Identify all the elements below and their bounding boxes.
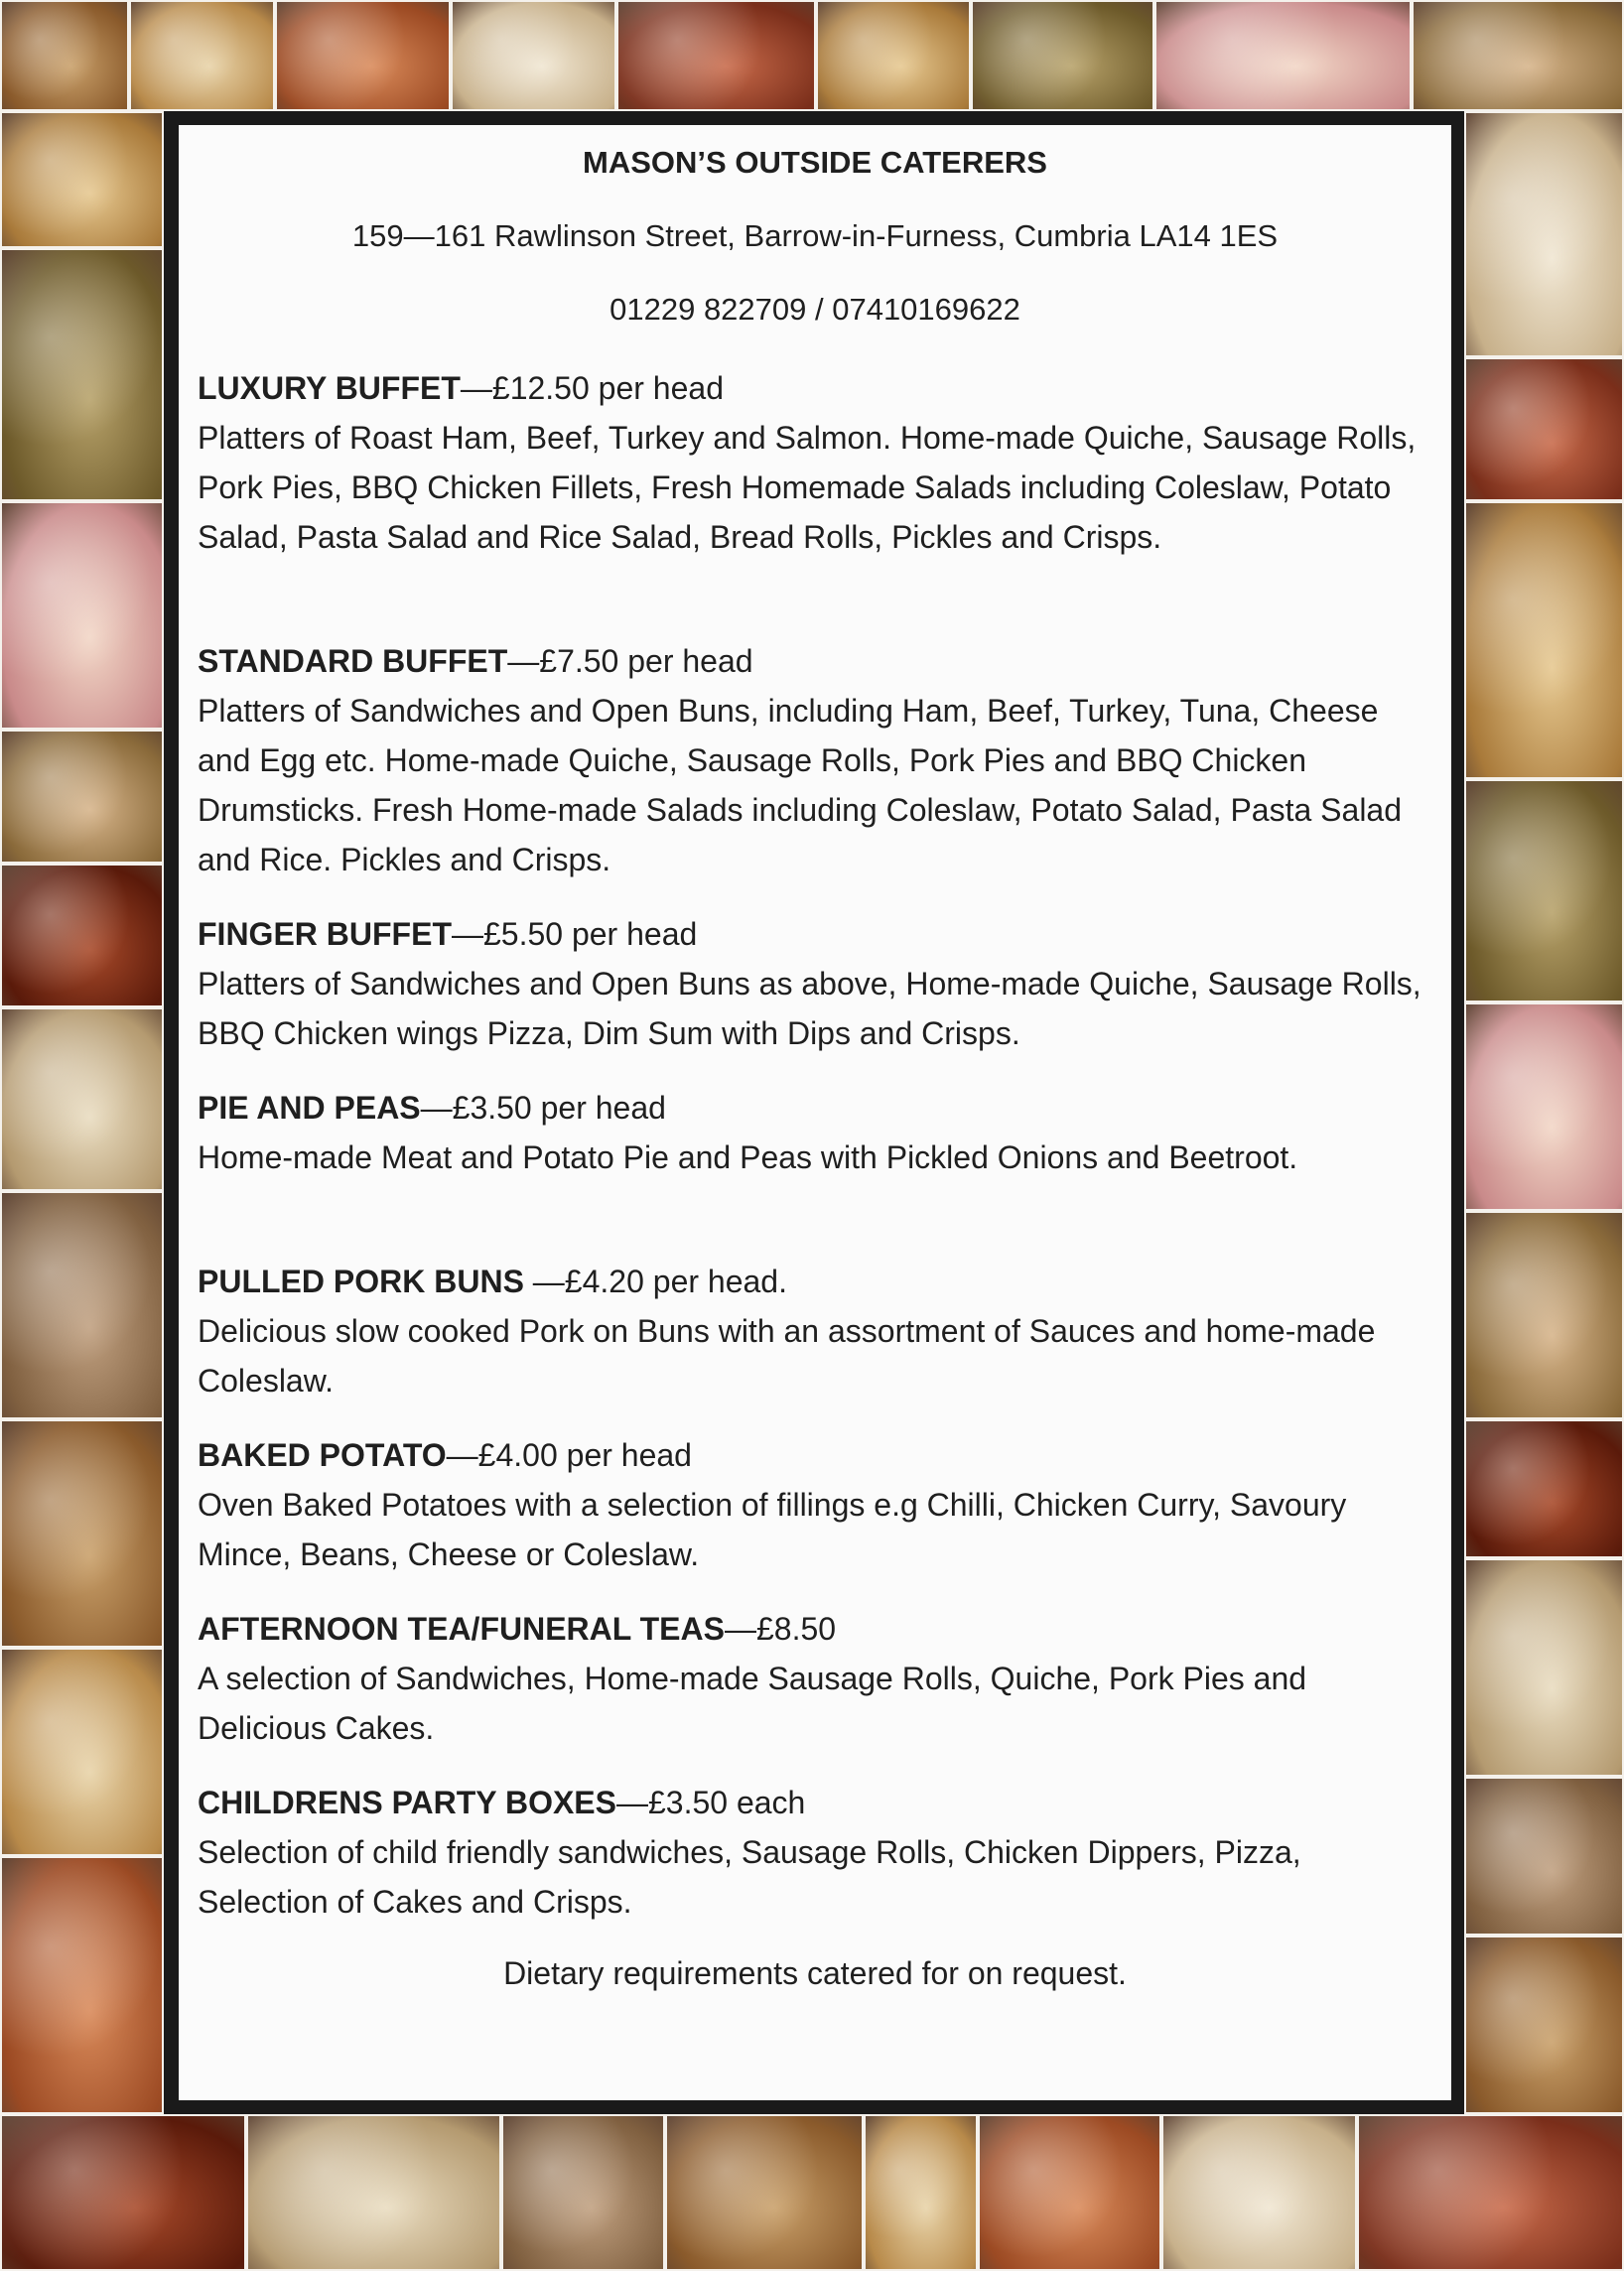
- menu-item-price: —£3.50 per head: [420, 1090, 666, 1126]
- menu-item-pulled-pork-buns: [198, 1257, 1438, 1405]
- menu-item-childrens-party-boxes: [198, 1778, 1438, 1927]
- food-photo-tile: [971, 0, 1154, 111]
- menu-item-price: —£8.50: [724, 1611, 837, 1647]
- menu-item-price: —£3.50 each: [615, 1785, 806, 1820]
- food-photo-tile: [616, 0, 816, 111]
- food-photo-tile: [0, 1419, 164, 1648]
- business-phone: 01229 822709 / 07410169622: [609, 292, 1020, 327]
- food-photo-tile: [0, 501, 164, 730]
- food-photo-tile: [978, 2114, 1161, 2271]
- food-photo-tile: [1464, 1558, 1624, 1777]
- food-photo-tile: [1464, 357, 1624, 501]
- menu-item-price: —£12.50 per head: [460, 370, 724, 406]
- menu-item-name: CHILDRENS PARTY BOXES: [198, 1785, 616, 1820]
- menu-item-name: BAKED POTATO: [198, 1437, 447, 1473]
- menu-item-description: Platters of Sandwiches and Open Buns, including Ham, Beef, Turkey, Tuna, Cheese and Egg etc. Home-made Quiche, Sausage Rolls, Pork Pies and BBQ Chicken Drumsticks. Fresh Home-made Salads including Coleslaw, Potato Salad, Pasta Salad and Rice. Pickles and Crisps.: [198, 693, 1403, 877]
- menu-item-description: Platters of Roast Ham, Beef, Turkey and Salmon. Home-made Quiche, Sausage Rolls, Pork Pies, BBQ Chicken Fillets, Fresh Homemade Salads including Coleslaw, Potato Salad, Pasta Salad and Rice Salad, Bread Rolls, Pickles and Crisps.: [198, 420, 1417, 555]
- menu-item-price: —£5.50 per head: [451, 916, 698, 952]
- food-photo-tile: [1161, 2114, 1357, 2271]
- business-name: MASON’S OUTSIDE CATERERS: [583, 145, 1047, 180]
- food-photo-tile: [0, 0, 129, 111]
- food-photo-tile: [816, 0, 971, 111]
- menu-panel: [179, 125, 1451, 2100]
- food-photo-tile: [1154, 0, 1412, 111]
- food-photo-tile: [1464, 779, 1624, 1002]
- menu-item-price: —£4.20 per head.: [532, 1264, 787, 1299]
- menu-item-name: PULLED PORK BUNS: [198, 1264, 533, 1299]
- menu-item-description: A selection of Sandwiches, Home-made Sausage Rolls, Quiche, Pork Pies and Delicious Cakes.: [198, 1661, 1307, 1746]
- food-photo-tile: [1464, 1211, 1624, 1419]
- food-photo-tile: [1464, 501, 1624, 779]
- food-photo-tile: [0, 1648, 164, 1856]
- food-photo-tile: [0, 2114, 246, 2271]
- menu-item-afternoon-tea: [198, 1604, 1438, 1753]
- food-photo-tile: [0, 111, 164, 248]
- menu-item-description: Home-made Meat and Potato Pie and Peas with Pickled Onions and Beetroot.: [198, 1139, 1298, 1175]
- menu-item-price: —£4.00 per head: [446, 1437, 692, 1473]
- menu-item-description: Delicious slow cooked Pork on Buns with an assortment of Sauces and home-made Coleslaw.: [198, 1313, 1376, 1399]
- food-photo-tile: [1464, 1777, 1624, 1936]
- menu-item-name: AFTERNOON TEA/FUNERAL TEAS: [198, 1611, 725, 1647]
- food-photo-tile: [1357, 2114, 1624, 2271]
- menu-item-baked-potato: [198, 1430, 1438, 1579]
- food-photo-tile: [246, 2114, 501, 2271]
- menu-item-luxury-buffet: [198, 363, 1438, 562]
- food-photo-tile: [451, 0, 616, 111]
- food-photo-tile: [0, 248, 164, 501]
- menu-item-price: —£7.50 per head: [507, 643, 753, 679]
- food-photo-tile: [129, 0, 275, 111]
- food-photo-tile: [0, 1191, 164, 1419]
- food-photo-tile: [864, 2114, 978, 2271]
- food-photo-tile: [1464, 1936, 1624, 2114]
- menu-item-finger-buffet: [198, 909, 1438, 1058]
- food-photo-tile: [1412, 0, 1624, 111]
- food-photo-tile: [1464, 1002, 1624, 1211]
- food-photo-tile: [1464, 1419, 1624, 1558]
- menu-item-pie-and-peas: [198, 1083, 1438, 1182]
- menu-item-name: FINGER BUFFET: [198, 916, 452, 952]
- menu-item-name: LUXURY BUFFET: [198, 370, 461, 406]
- food-photo-tile: [1464, 111, 1624, 357]
- food-photo-tile: [0, 864, 164, 1007]
- menu-item-description: Selection of child friendly sandwiches, Sausage Rolls, Chicken Dippers, Pizza, Selection of Cakes and Crisps.: [198, 1834, 1301, 1920]
- food-photo-tile: [665, 2114, 864, 2271]
- menu-item-name: PIE AND PEAS: [198, 1090, 421, 1126]
- food-photo-tile: [0, 730, 164, 864]
- menu-item-description: Platters of Sandwiches and Open Buns as above, Home-made Quiche, Sausage Rolls, BBQ Chicken wings Pizza, Dim Sum with Dips and Crisps.: [198, 966, 1421, 1051]
- food-photo-tile: [0, 1007, 164, 1191]
- business-address: 159—161 Rawlinson Street, Barrow-in-Furness, Cumbria LA14 1ES: [351, 218, 1279, 253]
- dietary-note: Dietary requirements catered for on request.: [503, 1955, 1127, 1991]
- food-photo-tile: [0, 1856, 164, 2114]
- menu-item-name: STANDARD BUFFET: [198, 643, 508, 679]
- food-photo-tile: [501, 2114, 665, 2271]
- food-photo-tile: [275, 0, 451, 111]
- menu-item-standard-buffet: [198, 636, 1438, 884]
- menu-item-description: Oven Baked Potatoes with a selection of fillings e.g Chilli, Chicken Curry, Savoury Mince, Beans, Cheese or Coleslaw.: [198, 1487, 1347, 1572]
